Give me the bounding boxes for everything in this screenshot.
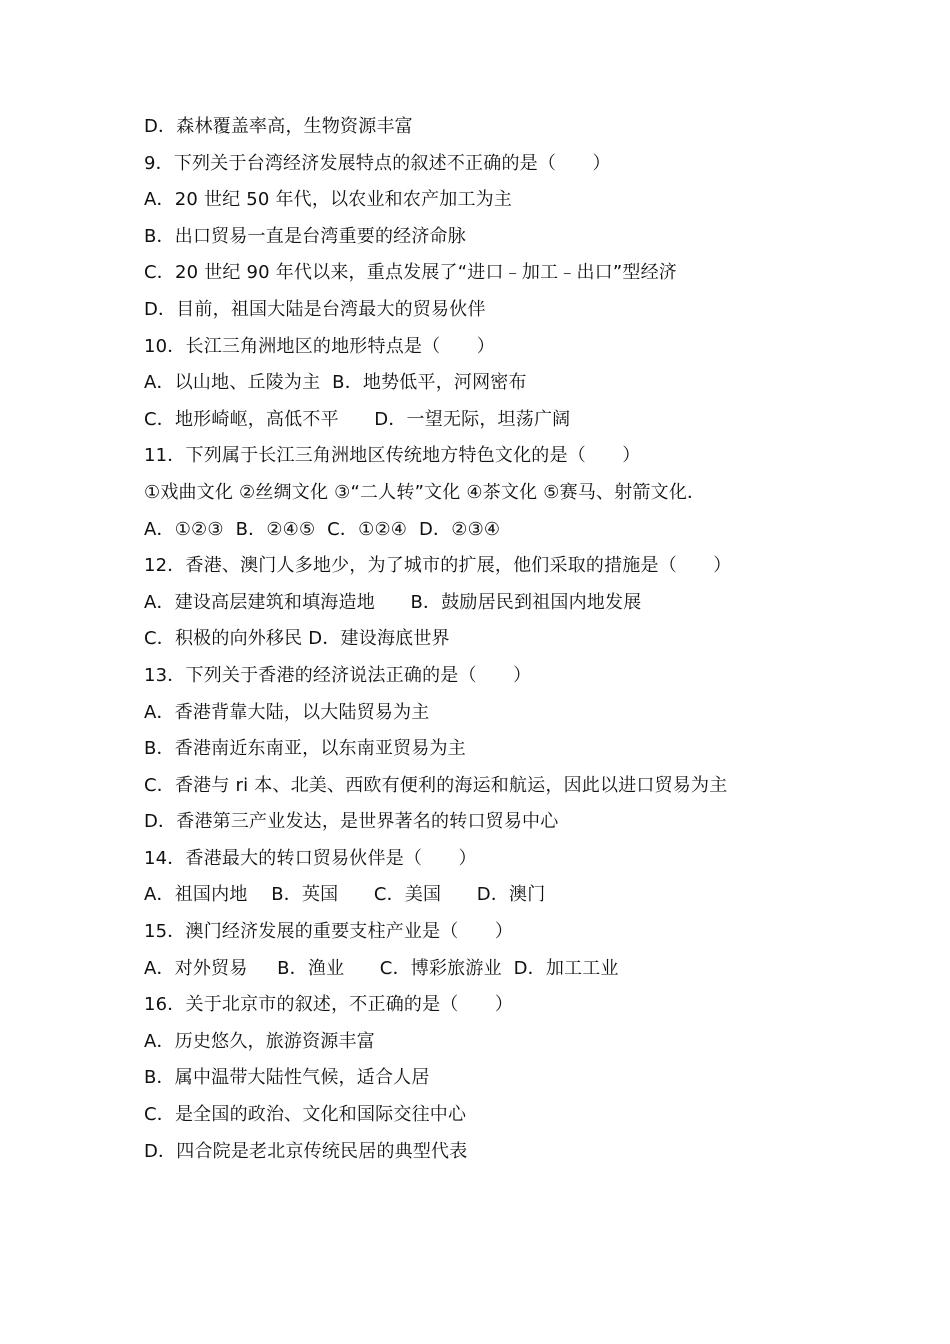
answer-option: B．属中温带大陆性气候，适合人居 — [144, 1067, 430, 1089]
question-stem: 13．下列关于香港的经济说法正确的是（ ） — [144, 664, 532, 686]
question-statements: ①戏曲文化 ②丝绸文化 ③“二人转”文化 ④茶文化 ⑤赛马、射箭文化． — [144, 481, 706, 503]
question-list — [144, 112, 884, 1173]
question-stem: 15．澳门经济发展的重要支柱产业是（ ） — [144, 921, 514, 943]
answer-option: A．历史悠久，旅游资源丰富 — [144, 1030, 375, 1052]
answer-option: A．建设高层建筑和填海造地 B．鼓励居民到祖国内地发展 — [144, 591, 642, 613]
answer-option: D．香港第三产业发达，是世界著名的转口贸易中心 — [144, 811, 559, 833]
answer-option: C．20 世纪 90 年代以来，重点发展了“进口﹣加工﹣出口”型经济 — [144, 262, 677, 284]
question-stem: 9．下列关于台湾经济发展特点的叙述不正确的是（ ） — [144, 152, 611, 174]
question-stem: 12．香港、澳门人多地少，为了城市的扩展，他们采取的措施是（ ） — [144, 555, 732, 577]
text-line: D．森林覆盖率高，生物资源丰富 — [144, 116, 413, 137]
answer-option: C．香港与 ri 本、北美、西欧有便利的海运和航运，因此以进口贸易为主 — [144, 774, 728, 796]
answer-option: A．祖国内地 B．英国 C．美国 D．澳门 — [144, 884, 546, 906]
answer-option: A．20 世纪 50 年代，以农业和农产加工为主 — [144, 189, 513, 211]
answer-option: A．对外贸易 B．渔业 C．博彩旅游业 D．加工工业 — [144, 957, 619, 979]
answer-option: A．香港背靠大陆，以大陆贸易为主 — [144, 701, 430, 723]
answer-option: B．出口贸易一直是台湾重要的经济命脉 — [144, 225, 466, 247]
answer-option: D．目前，祖国大陆是台湾最大的贸易伙伴 — [144, 298, 486, 320]
answer-option: B．香港南近东南亚，以东南亚贸易为主 — [144, 738, 466, 760]
question-stem: 11．下列属于长江三角洲地区传统地方特色文化的是（ ） — [144, 445, 641, 467]
question-stem: 14．香港最大的转口贸易伙伴是（ ） — [144, 847, 477, 869]
answer-option: A．①②③ B．②④⑤ C．①②④ D．②③④ — [144, 518, 501, 540]
question-stem: 16．关于北京市的叙述，不正确的是（ ） — [144, 994, 514, 1016]
answer-option: C．积极的向外移民 D．建设海底世界 — [144, 628, 450, 650]
answer-option: A．以山地、丘陵为主 B．地势低平，河网密布 — [144, 372, 527, 394]
answer-option: C．地形崎岖，高低不平 D．一望无际，坦荡广阔 — [144, 408, 571, 430]
answer-option: D．四合院是老北京传统民居的典型代表 — [144, 1140, 468, 1162]
answer-option: C．是全国的政治、文化和国际交往中心 — [144, 1104, 467, 1126]
question-stem: 10．长江三角洲地区的地形特点是（ ） — [144, 335, 495, 357]
